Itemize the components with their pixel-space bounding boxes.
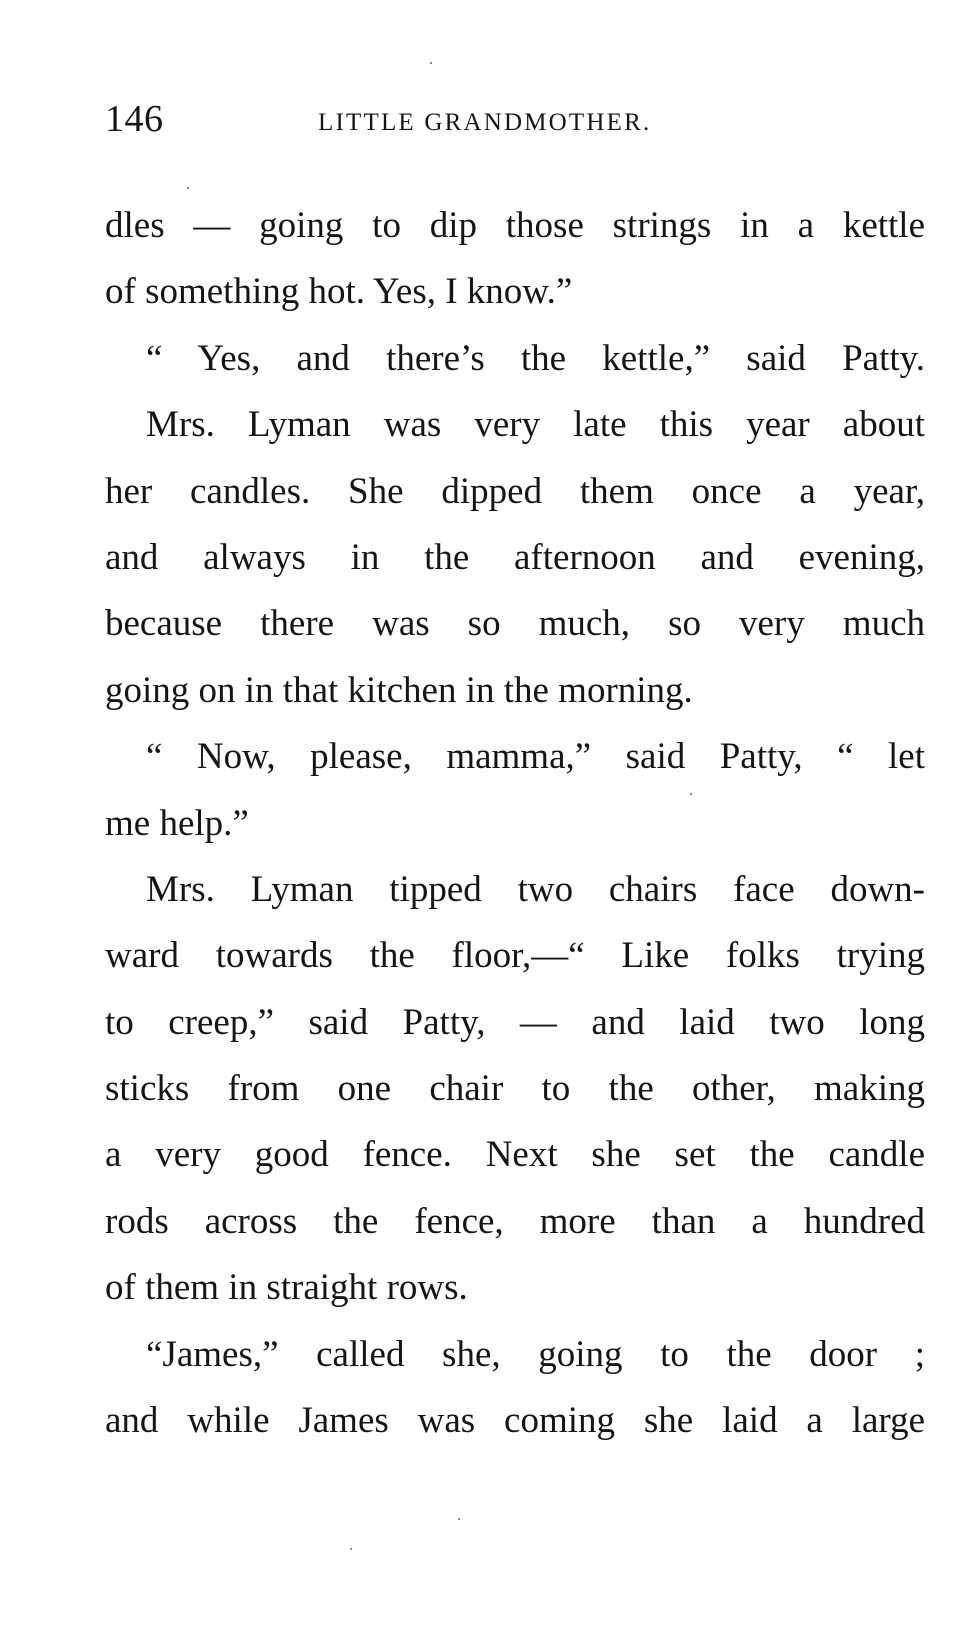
text-line: because there was so much, so very much <box>105 603 925 645</box>
text-line: her candles. She dipped them once a year, <box>105 470 925 512</box>
body-text <box>105 193 925 1454</box>
text-line: of them in straight rows. <box>105 1267 468 1309</box>
text-line: a very good fence. Next she set the candle <box>105 1134 925 1176</box>
text-line: rods across the fence, more than a hundred <box>105 1200 925 1242</box>
text-line: Mrs. Lyman was very late this year about <box>146 404 925 446</box>
text-line: of something hot. Yes, I know.” <box>105 271 573 313</box>
paper-speck <box>350 1548 352 1550</box>
text-line: going on in that kitchen in the morning. <box>105 669 693 711</box>
text-line: Mrs. Lyman tipped two chairs face down- <box>146 868 925 910</box>
running-title: LITTLE GRANDMOTHER. <box>318 109 652 136</box>
paper-speck <box>690 793 692 795</box>
text-line: “James,” called she, going to the door ; <box>146 1333 925 1375</box>
paper-speck <box>458 1518 460 1520</box>
text-line: sticks from one chair to the other, making <box>105 1068 925 1110</box>
text-line: “ Yes, and there’s the kettle,” said Patty. <box>146 337 925 379</box>
paper-speck <box>430 62 432 64</box>
text-line: ward towards the floor,—“ Like folks trying <box>105 935 925 977</box>
text-line: and while James was coming she laid a large <box>105 1400 925 1442</box>
paper-speck <box>187 187 189 189</box>
text-line: “ Now, please, mamma,” said Patty, “ let <box>146 736 925 778</box>
text-line: and always in the afternoon and evening, <box>105 536 925 578</box>
text-line: dles — going to dip those strings in a kettle <box>105 205 925 246</box>
text-line: to creep,” said Patty, — and laid two long <box>105 1001 925 1043</box>
text-line: me help.” <box>105 802 249 844</box>
page-header <box>105 94 925 144</box>
page-number: 146 <box>105 98 164 140</box>
